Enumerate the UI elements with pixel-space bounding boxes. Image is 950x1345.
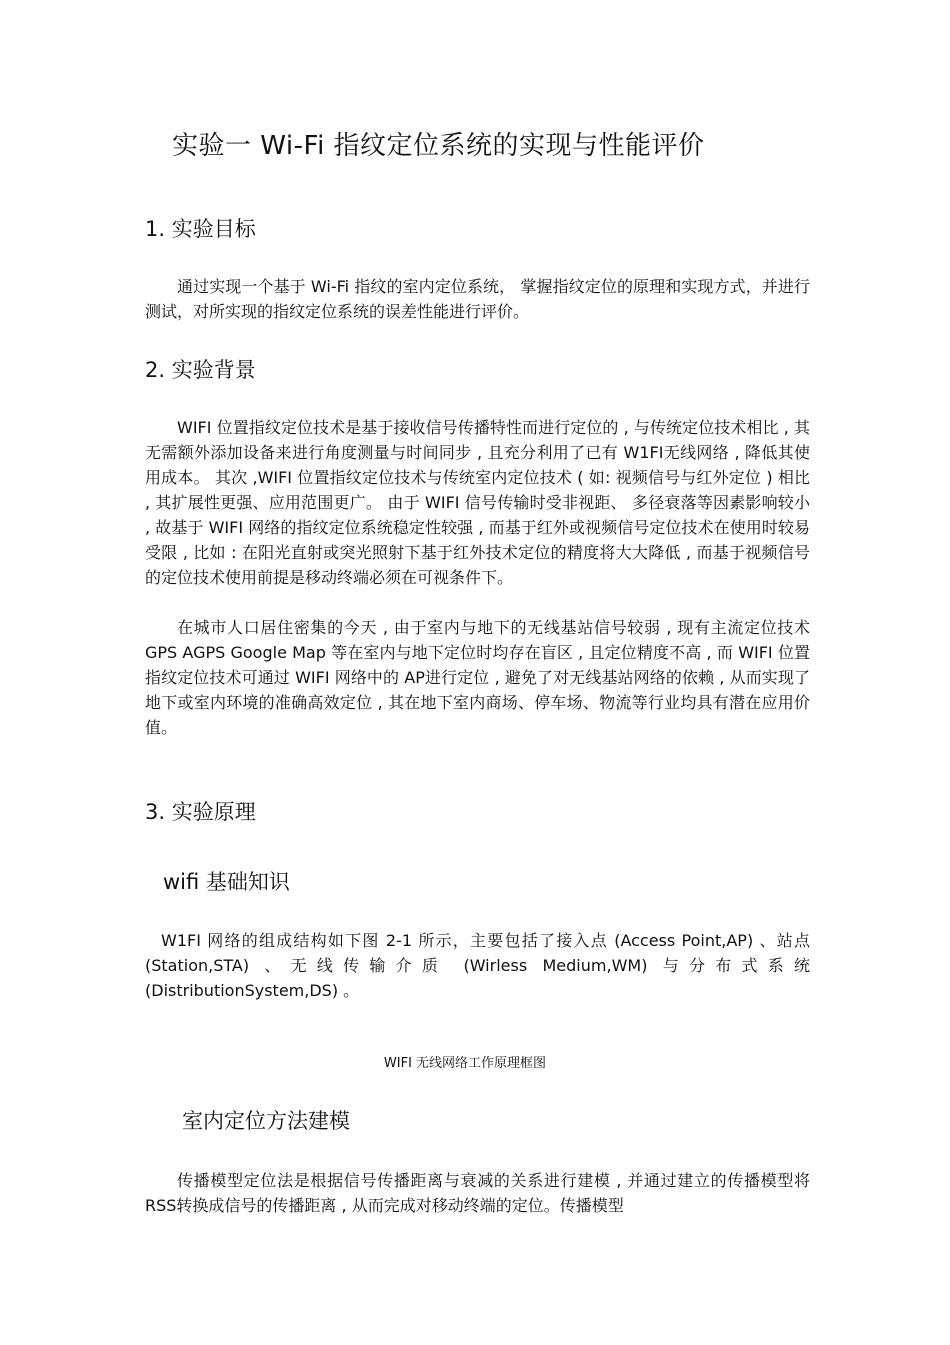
indoor-modeling-paragraph: 传播模型定位法是根据信号传播距离与衰减的关系进行建模 , 并通过建立的传播模型将 RSS转换成信号的传播距离 , 从而完成对移动终端的定位。传播模型 [145,1171,810,1215]
wifi-basics-paragraph: W1FI 网络的组成结构如下图 2-1 所示，主要包括了接入点 (Access Point,AP) 、站点 (Station,STA) 、无线传输介质 (Wirless Medium,WM) 与分布式系统 (DistributionSystem,DS) 。 [145,931,810,1000]
figure-caption: WIFI 无线网络工作原理框图 [383,1056,547,1071]
section-heading-objective: 1. 实验目标 [145,217,256,241]
subsection-heading-wifi-basics: wifi 基础知识 [163,870,290,894]
section-heading-background: 2. 实验背景 [145,358,256,382]
background-paragraph-1: WIFI 位置指纹定位技术是基于接收信号传播特性而进行定位的 , 与传统定位技术相比 , 其无需额外添加设备来进行角度测量与时间同步 , 且充分利用了已有 W1FI无线网络 , 降低其使用成本。 其次 ,WIFI 位置指纹定位技术与传统室内定位技术 ( 如: 视频信号与红外定位 ) 相比 , 其扩展性更强、应用范围更广。 由于 WIFI 信号传输时受非视距、 多径衰落等因素影响较小 , 故基于 WIFI 网络的指纹定位系统稳定性较强 , 而基于红外或视频信号定位技术在使用时较易受限 , 比如 : 在阳光直射或突光照射下基于红外技术定位的精度将大大降低 , 而基于视频信号的定位技术使用前提是移动终端必须在可视条件下。 [145,418,810,587]
document-title: 实验一 Wi-Fi 指纹定位系统的实现与性能评价 [172,131,705,161]
background-paragraph-2: 在城市人口居住密集的今天 , 由于室内与地下的无线基站信号较弱 , 现有主流定位技术 GPS AGPS Google Map 等在室内与地下定位时均存在盲区 , 且定位精度不高 , 而 WIFI 位置指纹定位技术可通过 WIFI 网络中的 AP进行定位 , 避免了对无线基站网络的依赖 , 从而实现了地下或室内环境的准确高效定位 , 其在地下室内商场、停车场、物流等行业均具有潜在应用价值。 [145,618,810,737]
objective-paragraph: 通过实现一个基于 Wi-Fi 指纹的室内定位系统， 掌握指纹定位的原理和实现方式，并进行测试，对所实现的指纹定位系统的误差性能进行评价。 [145,277,810,321]
section-heading-principle: 3. 实验原理 [145,800,256,824]
subsection-heading-indoor-modeling: 室内定位方法建模 [182,1109,350,1133]
